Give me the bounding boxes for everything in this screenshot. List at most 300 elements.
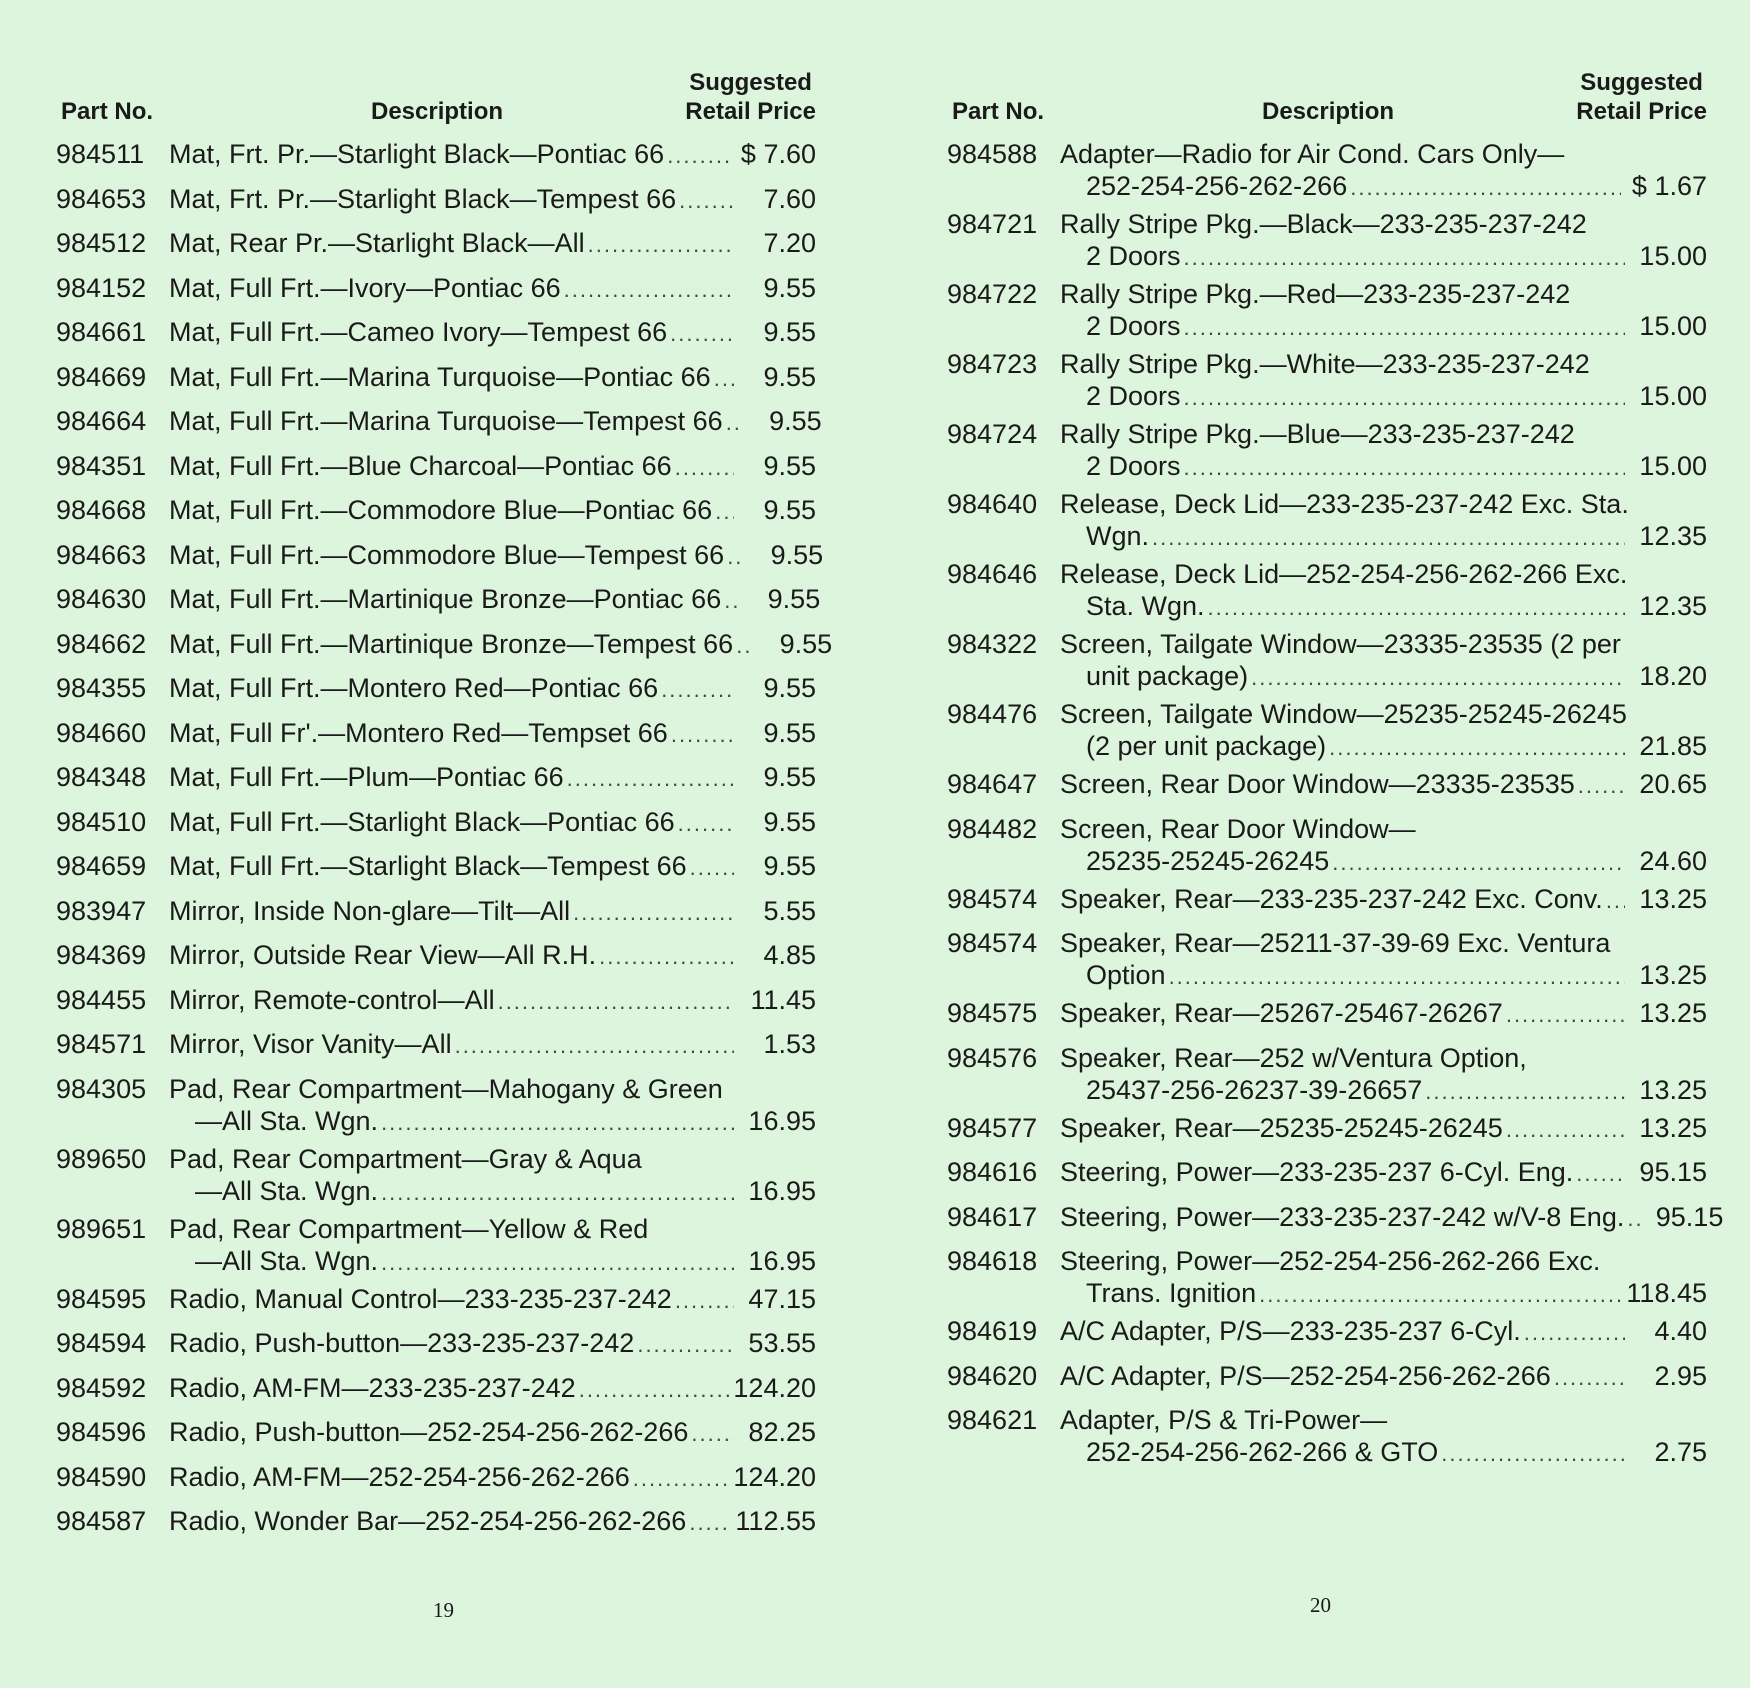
dot-leader xyxy=(1624,1203,1641,1235)
table-row xyxy=(56,1143,816,1213)
table-row xyxy=(56,316,816,361)
retail-price: 7.60 xyxy=(763,183,816,214)
part-number: 984661 xyxy=(56,317,147,347)
description-line: —All Sta. Wgn. xyxy=(195,1245,379,1276)
part-number: 984455 xyxy=(56,984,147,1015)
table-row xyxy=(56,1073,816,1143)
part-number: 984630 xyxy=(56,584,147,614)
retail-price: 53.55 xyxy=(748,1328,816,1358)
retail-price: 118.45 xyxy=(1626,1278,1707,1308)
page-number: 19 xyxy=(433,1598,454,1622)
part-number: 984595 xyxy=(56,1283,147,1314)
part-number: 984592 xyxy=(56,1372,147,1403)
description-line: Speaker, Rear—233-235-237-242 Exc. Conv. xyxy=(1060,883,1603,914)
description-line: Release, Deck Lid—233-235-237-242 Exc. Sta. xyxy=(1060,489,1629,519)
part-number: 984575 xyxy=(947,998,1038,1028)
table-header xyxy=(56,62,816,126)
item-description xyxy=(169,1372,816,1417)
description-line: A/C Adapter, P/S—252-254-256-262-266 xyxy=(1060,1360,1551,1391)
part-number: 984577 xyxy=(947,1112,1038,1143)
header-price-line2: Retail Price xyxy=(1576,98,1707,125)
part-number: 984621 xyxy=(947,1405,1038,1435)
dot-leader xyxy=(378,1247,734,1279)
item-description xyxy=(169,1327,816,1372)
dot-leader xyxy=(672,452,734,484)
part-number: 984617 xyxy=(947,1201,1038,1232)
item-description xyxy=(1060,488,1707,558)
dot-leader xyxy=(667,318,734,350)
dot-leader xyxy=(1573,1158,1625,1190)
description-line: Mat, Full Frt.—Starlight Black—Tempest 66 xyxy=(169,851,687,881)
item-description xyxy=(169,761,816,806)
retail-price: 9.55 xyxy=(763,717,816,748)
description-line: Screen, Rear Door Window—23335-23535 xyxy=(1060,769,1575,799)
item-description xyxy=(169,984,816,1029)
dot-leader xyxy=(1326,732,1625,764)
description-line: Mat, Full Frt.—Ivory—Pontiac 66 xyxy=(169,272,561,303)
dot-leader xyxy=(658,674,734,706)
description-line: Radio, Manual Control—233-235-237-242 xyxy=(169,1283,672,1314)
part-number: 984659 xyxy=(56,851,147,881)
part-number: 984619 xyxy=(947,1316,1038,1346)
table-row xyxy=(947,1042,1707,1112)
header-description: Description xyxy=(1262,98,1395,125)
retail-price: 124.20 xyxy=(733,1372,816,1403)
table-row xyxy=(947,1404,1707,1474)
part-number: 984620 xyxy=(947,1360,1038,1391)
description-line: Mirror, Outside Rear View—All R.H. xyxy=(169,940,597,970)
part-number: 984588 xyxy=(947,139,1038,169)
description-line: Pad, Rear Compartment—Yellow & Red xyxy=(169,1213,649,1244)
table-row xyxy=(56,138,816,183)
description-line: Speaker, Rear—25211-37-39-69 Exc. Ventura xyxy=(1060,928,1611,958)
header-part-no: Part No. xyxy=(952,98,1045,125)
retail-price: 9.55 xyxy=(763,762,816,792)
retail-price: 9.55 xyxy=(763,361,816,392)
dot-leader xyxy=(721,585,738,617)
dot-leader xyxy=(1503,1114,1625,1146)
part-number: 984723 xyxy=(947,349,1038,379)
description-line: Rally Stripe Pkg.—Blue—233-235-237-242 xyxy=(1060,419,1575,449)
item-description xyxy=(1060,813,1707,883)
dot-leader xyxy=(1438,1438,1625,1470)
description-line: 2 Doors xyxy=(1086,311,1181,341)
header-price-line2: Retail Price xyxy=(685,98,816,125)
description-line: (2 per unit package) xyxy=(1086,731,1327,761)
table-row xyxy=(56,1213,816,1283)
table-row xyxy=(56,1283,816,1328)
table-row xyxy=(56,850,816,895)
dot-leader xyxy=(687,852,734,884)
table-row xyxy=(56,494,816,539)
description-line: 252-254-256-262-266 xyxy=(1086,171,1348,201)
left-parts-table xyxy=(56,62,833,1550)
table-row xyxy=(56,1461,816,1506)
item-description xyxy=(1060,138,1707,208)
table-row xyxy=(56,628,833,673)
retail-price: 95.15 xyxy=(1655,1201,1724,1232)
item-description xyxy=(169,628,833,673)
retail-price: 16.95 xyxy=(748,1245,816,1276)
description-line: Screen, Tailgate Window—25235-25245-26245 xyxy=(1060,699,1627,729)
item-description xyxy=(169,1073,816,1143)
header-description: Description xyxy=(371,98,504,125)
dot-leader xyxy=(1503,999,1625,1031)
dot-leader xyxy=(1347,172,1621,204)
description-line: Mat, Full Frt.—Marina Turquoise—Pontiac 66 xyxy=(169,361,711,392)
dot-leader xyxy=(675,808,734,840)
description-line: Speaker, Rear—25267-25467-26267 xyxy=(1060,998,1503,1028)
description-line: Sta. Wgn. xyxy=(1086,591,1205,621)
right-items-list xyxy=(947,138,1724,1474)
retail-price: 9.55 xyxy=(763,317,816,347)
item-description xyxy=(1060,628,1707,698)
description-line: Wgn. xyxy=(1086,521,1150,551)
dot-leader xyxy=(378,1107,734,1139)
dot-leader xyxy=(1181,452,1625,484)
right-parts-table xyxy=(947,62,1724,1474)
description-line: Trans. Ignition xyxy=(1086,1278,1257,1308)
header-part-no: Part No. xyxy=(61,98,154,125)
description-line: —All Sta. Wgn. xyxy=(195,1175,379,1206)
table-row xyxy=(56,672,816,717)
table-row xyxy=(56,1416,816,1461)
dot-leader xyxy=(630,1463,730,1495)
description-line: Radio, Push-button—252-254-256-262-266 xyxy=(169,1417,689,1447)
description-line: Steering, Power—233-235-237-242 w/V-8 Eng. xyxy=(1060,1201,1625,1232)
retail-price: 5.55 xyxy=(763,895,816,926)
part-number: 984653 xyxy=(56,183,147,214)
retail-price: 18.20 xyxy=(1639,661,1707,691)
description-line: Radio, AM-FM—252-254-256-262-266 xyxy=(169,1461,630,1492)
part-number: 984322 xyxy=(947,629,1038,659)
table-header xyxy=(947,62,1707,126)
table-row xyxy=(56,806,816,851)
table-row xyxy=(947,1360,1707,1405)
description-line: Mat, Full Frt.—Marina Turquoise—Tempest 66 xyxy=(169,406,723,436)
description-line: Pad, Rear Compartment—Mahogany & Green xyxy=(169,1073,723,1104)
part-number: 984574 xyxy=(947,928,1038,958)
header-price xyxy=(1576,68,1707,126)
part-number: 984152 xyxy=(56,272,147,303)
item-description xyxy=(169,1143,816,1213)
part-number: 984574 xyxy=(947,883,1038,914)
retail-price: 47.15 xyxy=(748,1283,816,1314)
item-description xyxy=(169,672,816,717)
part-number: 984305 xyxy=(56,1073,147,1104)
description-line: Speaker, Rear—252 w/Ventura Option, xyxy=(1060,1042,1527,1073)
dot-leader xyxy=(1166,961,1625,993)
part-number: 984668 xyxy=(56,495,147,525)
item-description xyxy=(1060,768,1707,813)
item-description xyxy=(1060,558,1707,628)
retail-price: $ 7.60 xyxy=(740,139,816,169)
item-description xyxy=(1060,278,1707,348)
description-line: Mat, Full Frt.—Commodore Blue—Tempest 66 xyxy=(169,539,725,570)
table-row xyxy=(947,348,1707,418)
item-description xyxy=(169,583,821,628)
retail-price: 15.00 xyxy=(1639,311,1707,341)
description-line: Mat, Full Frt.—Commodore Blue—Pontiac 66 xyxy=(169,495,713,525)
retail-price: 2.75 xyxy=(1654,1437,1707,1467)
table-row xyxy=(56,984,816,1029)
item-description xyxy=(1060,1245,1707,1315)
dot-leader xyxy=(723,407,740,439)
item-description xyxy=(169,272,816,317)
description-line: Mirror, Visor Vanity—All xyxy=(169,1029,452,1059)
dot-leader xyxy=(711,363,734,395)
item-description xyxy=(169,1283,816,1328)
part-number: 984576 xyxy=(947,1042,1038,1073)
description-line: Radio, Push-button—233-235-237-242 xyxy=(169,1328,635,1358)
table-row xyxy=(56,939,816,984)
item-description xyxy=(1060,1315,1707,1360)
dot-leader xyxy=(1551,1362,1625,1394)
dot-leader xyxy=(378,1177,734,1209)
item-description xyxy=(169,939,816,984)
dot-leader xyxy=(724,541,741,573)
part-number: 984369 xyxy=(56,940,147,970)
retail-price: 13.25 xyxy=(1639,1112,1707,1143)
dot-leader xyxy=(1256,1279,1621,1311)
dot-leader xyxy=(452,1030,734,1062)
retail-price: 9.55 xyxy=(769,406,822,436)
item-description xyxy=(169,316,816,361)
part-number: 984510 xyxy=(56,806,147,837)
dot-leader xyxy=(495,986,734,1018)
description-line: Rally Stripe Pkg.—Red—233-235-237-242 xyxy=(1060,279,1571,309)
table-row xyxy=(947,1201,1724,1246)
dot-leader xyxy=(1181,382,1625,414)
item-description xyxy=(169,227,816,272)
table-row xyxy=(56,717,816,762)
dot-leader xyxy=(585,229,734,261)
part-number: 984512 xyxy=(56,228,147,258)
table-row xyxy=(56,1028,816,1073)
table-row xyxy=(947,558,1707,628)
table-row xyxy=(947,488,1707,558)
dot-leader xyxy=(634,1329,734,1361)
dot-leader xyxy=(1248,662,1625,694)
description-line: unit package) xyxy=(1086,661,1249,691)
table-row xyxy=(947,997,1707,1042)
retail-price: 12.35 xyxy=(1639,521,1707,551)
part-number: 984646 xyxy=(947,559,1038,589)
item-description xyxy=(1060,698,1707,768)
part-number: 984511 xyxy=(56,139,145,169)
table-row xyxy=(56,1505,816,1550)
item-description xyxy=(169,138,816,183)
dot-leader xyxy=(1521,1317,1625,1349)
retail-price: 9.55 xyxy=(763,450,816,481)
table-row xyxy=(947,813,1707,883)
header-price xyxy=(685,68,816,126)
description-line: A/C Adapter, P/S—233-235-237 6-Cyl. xyxy=(1060,1316,1521,1346)
retail-price: 13.25 xyxy=(1639,998,1707,1028)
description-line: 2 Doors xyxy=(1086,381,1181,411)
dot-leader xyxy=(561,274,734,306)
dot-leader xyxy=(1181,242,1625,274)
retail-price: 24.60 xyxy=(1639,845,1707,876)
right-page xyxy=(875,0,1750,1688)
header-price-line1: Suggested xyxy=(689,69,812,96)
header-price-line1: Suggested xyxy=(1580,69,1703,96)
item-description xyxy=(1060,208,1707,278)
part-number: 984618 xyxy=(947,1246,1038,1276)
retail-price: 20.65 xyxy=(1639,769,1707,799)
retail-price: 16.95 xyxy=(748,1105,816,1136)
retail-price: 112.55 xyxy=(735,1506,816,1536)
retail-price: 9.55 xyxy=(763,806,816,837)
retail-price: 9.55 xyxy=(767,584,821,614)
retail-price: $ 1.67 xyxy=(1631,171,1707,201)
retail-price: 11.45 xyxy=(750,984,816,1015)
description-line: 2 Doors xyxy=(1086,451,1181,481)
table-row xyxy=(56,405,822,450)
part-number: 984476 xyxy=(947,699,1038,729)
retail-price: 4.40 xyxy=(1654,1316,1707,1346)
retail-price: 13.25 xyxy=(1639,1074,1707,1105)
part-number: 984640 xyxy=(947,489,1038,519)
part-number: 989651 xyxy=(56,1213,147,1244)
item-description xyxy=(1060,1156,1707,1201)
dot-leader xyxy=(570,897,734,929)
description-line: Adapter, P/S & Tri-Power— xyxy=(1060,1405,1388,1435)
item-description xyxy=(169,539,824,584)
part-number: 984663 xyxy=(56,539,147,570)
table-row xyxy=(56,583,821,628)
table-row xyxy=(947,768,1707,813)
table-row xyxy=(56,1327,816,1372)
table-row xyxy=(947,138,1707,208)
part-number: 984724 xyxy=(947,419,1038,449)
table-row xyxy=(56,539,824,584)
table-row xyxy=(947,628,1707,698)
item-description xyxy=(169,183,816,228)
item-description xyxy=(169,1416,816,1461)
table-row xyxy=(56,183,816,228)
item-description xyxy=(1060,1360,1707,1405)
part-number: 984348 xyxy=(56,762,147,792)
item-description xyxy=(1060,1404,1707,1474)
item-description xyxy=(169,850,816,895)
dot-leader xyxy=(1603,885,1625,917)
retail-price: 21.85 xyxy=(1639,731,1707,761)
retail-price: 15.00 xyxy=(1639,381,1707,411)
retail-price: 4.85 xyxy=(763,940,816,970)
dot-leader xyxy=(1181,312,1625,344)
retail-price: 9.55 xyxy=(779,628,833,659)
dot-leader xyxy=(596,941,734,973)
description-line: Mat, Full Frt.—Martinique Bronze—Pontiac 66 xyxy=(169,584,722,614)
dot-leader xyxy=(1149,522,1625,554)
retail-price: 1.53 xyxy=(763,1029,816,1059)
retail-price: 82.25 xyxy=(748,1417,816,1447)
description-line: Screen, Tailgate Window—23335-23535 (2 per xyxy=(1060,629,1621,659)
description-line: Mat, Full Frt.—Martinique Bronze—Tempest 66 xyxy=(169,628,734,659)
table-row xyxy=(947,1112,1707,1157)
item-description xyxy=(169,1028,816,1073)
table-row xyxy=(947,1315,1707,1360)
description-line: Release, Deck Lid—252-254-256-262-266 Exc. xyxy=(1060,559,1628,589)
description-line: Mat, Full Frt.—Starlight Black—Pontiac 66 xyxy=(169,806,675,837)
item-description xyxy=(1060,1112,1707,1157)
retail-price: 9.55 xyxy=(770,539,824,570)
item-description xyxy=(169,1505,816,1550)
item-description xyxy=(169,806,816,851)
retail-price: 13.25 xyxy=(1639,883,1707,914)
item-description xyxy=(1060,997,1707,1042)
table-row xyxy=(56,895,816,940)
dot-leader xyxy=(672,1285,734,1317)
table-row xyxy=(947,278,1707,348)
description-line: Mat, Full Frt.—Cameo Ivory—Tempest 66 xyxy=(169,317,668,347)
part-number: 984722 xyxy=(947,279,1038,309)
description-line: 252-254-256-262-266 & GTO xyxy=(1086,1437,1439,1467)
page-number: 20 xyxy=(1310,1593,1331,1617)
dot-leader xyxy=(1205,592,1625,624)
description-line: Rally Stripe Pkg.—White—233-235-237-242 xyxy=(1060,349,1590,379)
table-row xyxy=(947,1245,1707,1315)
table-row xyxy=(947,927,1707,997)
description-line: —All Sta. Wgn. xyxy=(195,1105,379,1136)
description-line: Mirror, Inside Non-glare—Tilt—All xyxy=(169,895,571,926)
retail-price: 2.95 xyxy=(1654,1360,1707,1391)
item-description xyxy=(1060,1042,1707,1112)
description-line: Option xyxy=(1086,960,1166,990)
part-number: 984482 xyxy=(947,813,1038,844)
dot-leader xyxy=(688,1418,734,1450)
description-line: 25235-25245-26245 xyxy=(1086,845,1330,876)
retail-price: 16.95 xyxy=(748,1175,816,1206)
description-line: Mirror, Remote-control—All xyxy=(169,984,495,1015)
description-line: Pad, Rear Compartment—Gray & Aqua xyxy=(169,1143,642,1174)
dot-leader xyxy=(1575,770,1625,802)
item-description xyxy=(169,361,816,406)
dot-leader xyxy=(1422,1076,1625,1108)
retail-price: 9.55 xyxy=(763,495,816,525)
table-row xyxy=(56,450,816,495)
left-items-list xyxy=(56,138,833,1550)
table-row xyxy=(56,761,816,806)
dot-leader xyxy=(664,140,730,172)
part-number: 984662 xyxy=(56,628,147,659)
part-number: 984616 xyxy=(947,1157,1038,1187)
table-row xyxy=(947,883,1707,928)
retail-price: 12.35 xyxy=(1639,591,1707,621)
dot-leader xyxy=(668,719,734,751)
description-line: Mat, Frt. Pr.—Starlight Black—Tempest 66 xyxy=(169,183,677,214)
part-number: 984721 xyxy=(947,209,1038,239)
retail-price: 13.25 xyxy=(1639,960,1707,990)
part-number: 984660 xyxy=(56,717,147,748)
part-number: 983947 xyxy=(56,895,147,926)
description-line: Mat, Full Frt.—Plum—Pontiac 66 xyxy=(169,762,564,792)
description-line: Steering, Power—252-254-256-262-266 Exc. xyxy=(1060,1246,1601,1276)
description-line: Radio, AM-FM—233-235-237-242 xyxy=(169,1372,576,1403)
table-row xyxy=(947,418,1707,488)
part-number: 984587 xyxy=(56,1506,147,1536)
table-row xyxy=(56,272,816,317)
description-line: Rally Stripe Pkg.—Black—233-235-237-242 xyxy=(1060,209,1587,239)
item-description xyxy=(169,1461,816,1506)
retail-price: 9.55 xyxy=(763,673,816,703)
item-description xyxy=(169,717,816,762)
dot-leader xyxy=(1329,847,1625,879)
item-description xyxy=(169,405,822,450)
table-row xyxy=(56,361,816,406)
dot-leader xyxy=(686,1507,730,1539)
